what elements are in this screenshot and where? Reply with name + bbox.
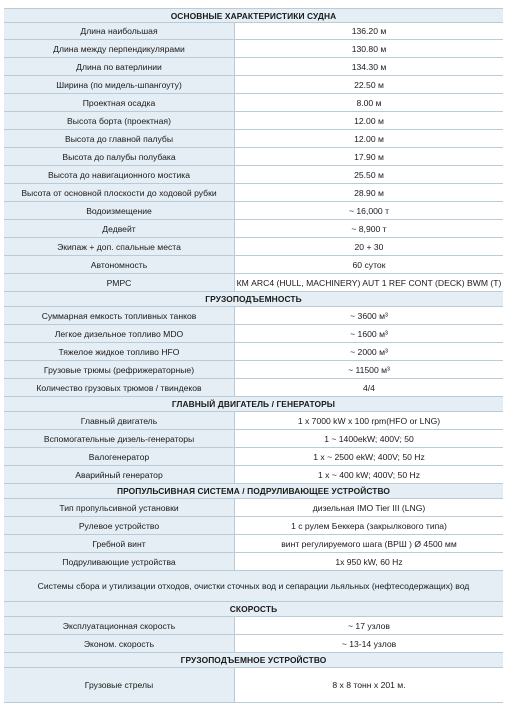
section-title: ПРОПУЛЬСИВНАЯ СИСТЕМА / ПОДРУЛИВАЮЩЕЕ УСТРОЙСТВО bbox=[116, 486, 391, 496]
spec-label: Экипаж + доп. спальные места bbox=[4, 238, 235, 255]
spec-value: 12.00 м bbox=[235, 130, 503, 147]
spec-row bbox=[4, 184, 503, 202]
spec-label: Дедвейт bbox=[4, 220, 235, 237]
spec-label: Тяжелое жидкое топливо HFO bbox=[4, 343, 235, 360]
spec-label: Эконом. скорость bbox=[4, 635, 235, 652]
spec-value: ~ 16,000 т bbox=[235, 202, 503, 219]
spec-value: 130.80 м bbox=[235, 40, 503, 57]
spec-row bbox=[4, 635, 503, 653]
spec-label: Рулевое устройство bbox=[4, 517, 235, 534]
spec-row bbox=[4, 76, 503, 94]
spec-value: 22.50 м bbox=[235, 76, 503, 93]
spec-row bbox=[4, 668, 503, 703]
spec-label: Легкое дизельное топливо MDO bbox=[4, 325, 235, 342]
spec-note-row bbox=[4, 571, 503, 602]
section-title: СКОРОСТЬ bbox=[229, 604, 278, 614]
spec-row bbox=[4, 499, 503, 517]
spec-value: 134.30 м bbox=[235, 58, 503, 75]
spec-value: 1 x ~ 2500 ekW; 400V; 50 Hz bbox=[235, 448, 503, 465]
spec-row bbox=[4, 274, 503, 292]
spec-row bbox=[4, 202, 503, 220]
spec-label: Водоизмещение bbox=[4, 202, 235, 219]
spec-label: Длина между перпендикулярами bbox=[4, 40, 235, 57]
section-title: ГРУЗОПОДЪЕМНОСТЬ bbox=[205, 294, 302, 304]
spec-value: 1x 950 kW, 60 Hz bbox=[235, 553, 503, 570]
spec-label: Высота до навигационного мостика bbox=[4, 166, 235, 183]
section-header bbox=[4, 8, 503, 23]
spec-row bbox=[4, 517, 503, 535]
spec-value: ~ 11500 м³ bbox=[235, 361, 503, 378]
spec-row bbox=[4, 94, 503, 112]
spec-value: 8.00 м bbox=[235, 94, 503, 111]
spec-row bbox=[4, 617, 503, 635]
spec-row bbox=[4, 23, 503, 40]
spec-row bbox=[4, 148, 503, 166]
section-header bbox=[4, 292, 503, 307]
spec-value: КМ ARC4 (HULL, MACHINERY) AUT 1 REF CONT (DECK) BWM (T) bbox=[235, 274, 503, 291]
spec-label: Главный двигатель bbox=[4, 412, 235, 429]
spec-value: ~ 17 узлов bbox=[235, 617, 503, 634]
spec-row bbox=[4, 448, 503, 466]
spec-label: Высота до главной палубы bbox=[4, 130, 235, 147]
section-header bbox=[4, 602, 503, 617]
spec-label: Грузовые трюмы (рефрижераторные) bbox=[4, 361, 235, 378]
spec-label: РМРС bbox=[4, 274, 235, 291]
spec-value: 1 x ~ 400 kW; 400V; 50 Hz bbox=[235, 466, 503, 483]
spec-row bbox=[4, 466, 503, 484]
spec-label: Валогенератор bbox=[4, 448, 235, 465]
spec-row bbox=[4, 379, 503, 397]
spec-value: 20 + 30 bbox=[235, 238, 503, 255]
section-header bbox=[4, 653, 503, 668]
spec-label: Гребной винт bbox=[4, 535, 235, 552]
spec-row bbox=[4, 256, 503, 274]
spec-row bbox=[4, 220, 503, 238]
spec-label: Автономность bbox=[4, 256, 235, 273]
section-header bbox=[4, 484, 503, 499]
spec-value: ~ 3600 м³ bbox=[235, 307, 503, 324]
spec-value: ~ 8,900 т bbox=[235, 220, 503, 237]
spec-label: Суммарная емкость топливных танков bbox=[4, 307, 235, 324]
spec-label: Количество грузовых трюмов / твиндеков bbox=[4, 379, 235, 396]
spec-value: ~ 1600 м³ bbox=[235, 325, 503, 342]
spec-label: Вспомогательные дизель-генераторы bbox=[4, 430, 235, 447]
section-header bbox=[4, 397, 503, 412]
spec-label: Ширина (по мидель-шпангоуту) bbox=[4, 76, 235, 93]
spec-value: ~ 13-14 узлов bbox=[235, 635, 503, 652]
specifications-table bbox=[4, 8, 503, 703]
spec-value: 60 суток bbox=[235, 256, 503, 273]
spec-row bbox=[4, 343, 503, 361]
spec-value: 136.20 м bbox=[235, 23, 503, 39]
spec-value: 1 x 7000 kW x 100 rpm(HFO or LNG) bbox=[235, 412, 503, 429]
spec-label: Эксплуатационная скорость bbox=[4, 617, 235, 634]
spec-row bbox=[4, 307, 503, 325]
spec-label: Тип пропульсивной установки bbox=[4, 499, 235, 516]
spec-row bbox=[4, 325, 503, 343]
section-title: ОСНОВНЫЕ ХАРАКТЕРИСТИКИ СУДНА bbox=[170, 10, 337, 21]
spec-row bbox=[4, 430, 503, 448]
spec-label: Длина наибольшая bbox=[4, 23, 235, 39]
spec-row bbox=[4, 112, 503, 130]
spec-row bbox=[4, 361, 503, 379]
spec-label: Проектная осадка bbox=[4, 94, 235, 111]
spec-value: 4/4 bbox=[235, 379, 503, 396]
spec-note: Системы сбора и утилизации отходов, очистки сточных вод и сепарации льяльных (нефтесодержащих) вод bbox=[37, 580, 470, 591]
spec-row bbox=[4, 553, 503, 571]
spec-label: Высота борта (проектная) bbox=[4, 112, 235, 129]
spec-value: 8 x 8 тонн x 201 м. bbox=[235, 668, 503, 702]
spec-label: Высота до палубы полубака bbox=[4, 148, 235, 165]
spec-row bbox=[4, 535, 503, 553]
spec-value: 28.90 м bbox=[235, 184, 503, 201]
spec-value: ~ 2000 м³ bbox=[235, 343, 503, 360]
spec-value: винт регулируемого шага (ВРШ ) Ø 4500 мм bbox=[235, 535, 503, 552]
section-title: ГЛАВНЫЙ ДВИГАТЕЛЬ / ГЕНЕРАТОРЫ bbox=[171, 399, 336, 409]
spec-value: дизельная IMO Tier III (LNG) bbox=[235, 499, 503, 516]
spec-label: Высота от основной плоскости до ходовой рубки bbox=[4, 184, 235, 201]
spec-label: Аварийный генератор bbox=[4, 466, 235, 483]
spec-label: Грузовые стрелы bbox=[4, 668, 235, 702]
spec-row bbox=[4, 40, 503, 58]
spec-row bbox=[4, 412, 503, 430]
spec-value: 1 с рулем Беккера (закрылкового типа) bbox=[235, 517, 503, 534]
spec-value: 17.90 м bbox=[235, 148, 503, 165]
spec-label: Подруливающие устройства bbox=[4, 553, 235, 570]
spec-row bbox=[4, 238, 503, 256]
spec-row bbox=[4, 166, 503, 184]
spec-row bbox=[4, 130, 503, 148]
section-title: ГРУЗОПОДЪЕМНОЕ УСТРОЙСТВО bbox=[180, 655, 327, 665]
spec-value: 12.00 м bbox=[235, 112, 503, 129]
spec-row bbox=[4, 58, 503, 76]
spec-label: Длина по ватерлинии bbox=[4, 58, 235, 75]
spec-value: 25.50 м bbox=[235, 166, 503, 183]
spec-value: 1 ~ 1400ekW; 400V; 50 bbox=[235, 430, 503, 447]
